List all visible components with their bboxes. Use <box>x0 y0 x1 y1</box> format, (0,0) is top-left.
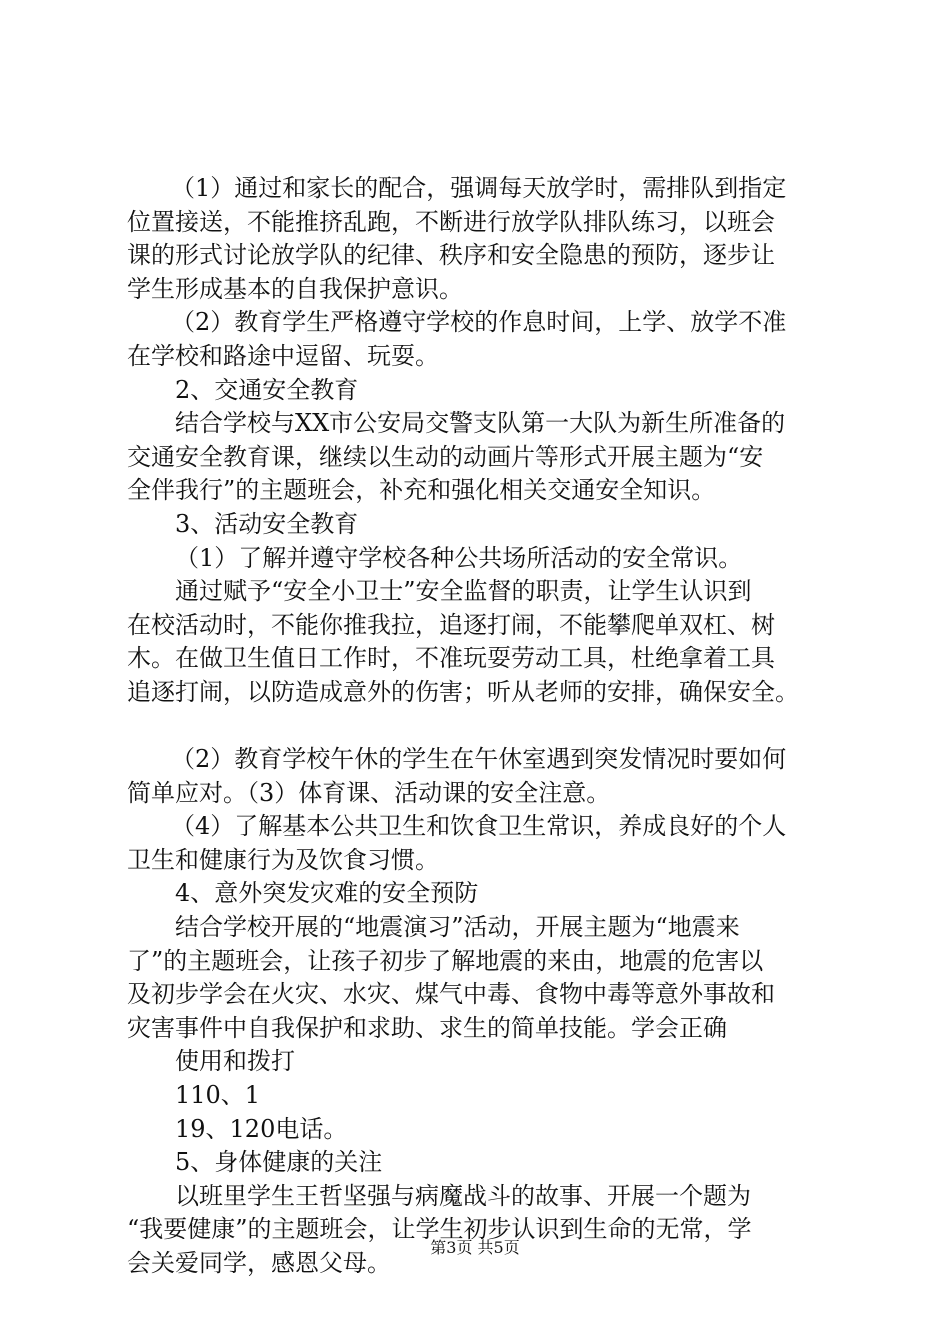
paragraph-line: 课的形式讨论放学队的纪律、秩序和安全隐患的预防，逐步让 <box>127 241 775 270</box>
page-footer: 第3页 共5页 <box>430 1238 520 1257</box>
paragraph-line: “我要健康”的主题班会，让学生初步认识到生命的无常，学 <box>127 1215 752 1244</box>
paragraph-line: 位置接送，不能推挤乱跑，不断进行放学队排队练习，以班会 <box>127 207 775 236</box>
paragraph-line: 结合学校与XX市公安局交警支队第一大队为新生所准备的 <box>175 409 786 438</box>
paragraph-line: （1）了解并遵守学校各种公共场所活动的安全常识。 <box>175 543 743 572</box>
paragraph-line: （2）教育学生严格遵守学校的作息时间，上学、放学不准 <box>171 308 787 337</box>
paragraph-line: 会关爱同学，感恩父母。 <box>127 1249 391 1277</box>
paragraph-line: 灾害事件中自我保护和求助、求生的简单技能。学会正确 <box>127 1013 727 1042</box>
blank-line <box>127 710 847 744</box>
paragraph-line: 全伴我行”的主题班会，补充和强化相关交通安全知识。 <box>127 476 716 505</box>
section-heading: 3、活动安全教育 <box>175 509 359 538</box>
paragraph-line: 在学校和路途中逗留、玩耍。 <box>127 341 439 370</box>
paragraph-line: （1）通过和家长的配合，强调每天放学时，需排队到指定 <box>171 174 787 202</box>
paragraph-line: 了”的主题班会，让孩子初步了解地震的来由，地震的危害以 <box>127 946 764 975</box>
paragraph-line: 使用和拨打 <box>175 1047 295 1076</box>
section-heading: 5、身体健康的关注 <box>175 1148 383 1177</box>
paragraph-line: 及初步学会在火灾、水灾、煤气中毒、食物中毒等意外事故和 <box>127 980 775 1009</box>
paragraph-line: 通过赋予“安全小卫士”安全监督的职责，让学生认识到 <box>175 577 752 606</box>
document-body <box>127 172 847 1281</box>
paragraph-line: 结合学校开展的“地震演习”活动，开展主题为“地震来 <box>175 913 740 942</box>
paragraph-line: 木。在做卫生值日工作时，不准玩耍劳动工具，杜绝拿着工具 <box>127 644 775 673</box>
paragraph-line: （4）了解基本公共卫生和饮食卫生常识，养成良好的个人 <box>171 812 787 841</box>
paragraph-line: 19、120电话。 <box>175 1114 348 1143</box>
section-heading: 4、意外突发灾难的安全预防 <box>175 879 479 908</box>
paragraph-line: 110、1 <box>175 1081 261 1110</box>
section-heading: 2、交通安全教育 <box>175 375 359 404</box>
paragraph-line: 简单应对。（3）体育课、活动课的安全注意。 <box>127 778 611 807</box>
paragraph-line: 以班里学生王哲坚强与病魔战斗的故事、开展一个题为 <box>175 1181 751 1210</box>
paragraph-line: （2）教育学校午休的学生在午休室遇到突发情况时要如何 <box>171 745 787 774</box>
paragraph-line: 交通安全教育课，继续以生动的动画片等形式开展主题为“安 <box>127 442 764 471</box>
paragraph-line: 在校活动时，不能你推我拉，追逐打闹，不能攀爬单双杠、树 <box>127 610 775 639</box>
paragraph-line: 学生形成基本的自我保护意识。 <box>127 274 463 303</box>
paragraph-line: 卫生和健康行为及饮食习惯。 <box>127 845 439 874</box>
paragraph-line: 追逐打闹，以防造成意外的伤害；听从老师的安排，确保安全。 <box>127 677 799 706</box>
